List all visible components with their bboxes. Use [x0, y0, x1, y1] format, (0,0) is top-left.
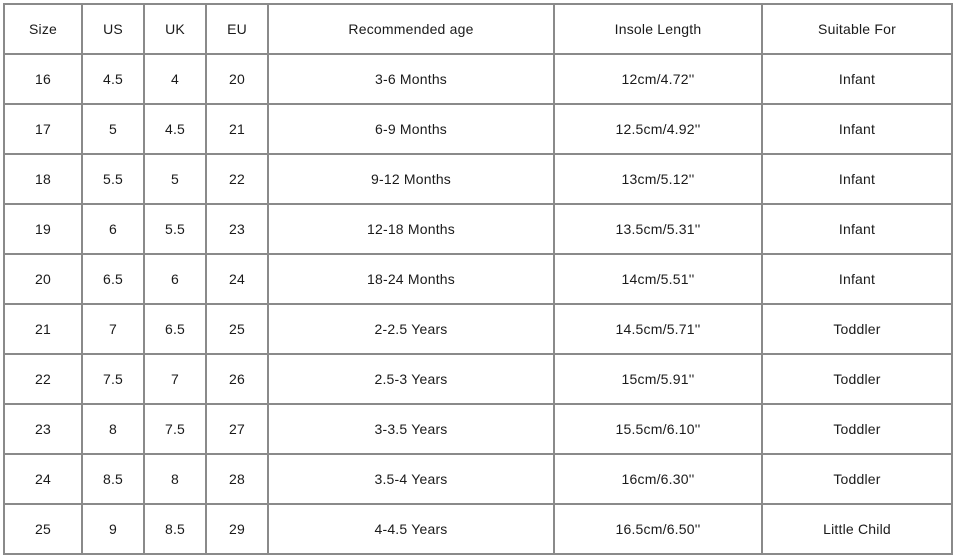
cell-eu: 24: [206, 254, 268, 304]
table-row: [4, 354, 952, 404]
cell-uk: 5.5: [144, 204, 206, 254]
cell-us: 7.5: [82, 354, 144, 404]
cell-recommended-age: 4-4.5 Years: [268, 504, 554, 554]
cell-eu: 25: [206, 304, 268, 354]
cell-us: 6.5: [82, 254, 144, 304]
cell-suitable-for: Toddler: [762, 404, 952, 454]
table-row: [4, 504, 952, 554]
cell-recommended-age: 9-12 Months: [268, 154, 554, 204]
cell-uk: 8.5: [144, 504, 206, 554]
header-eu: EU: [206, 4, 268, 54]
cell-us: 8: [82, 404, 144, 454]
cell-insole-length: 13.5cm/5.31'': [554, 204, 762, 254]
table-row: [4, 204, 952, 254]
cell-us: 4.5: [82, 54, 144, 104]
cell-eu: 23: [206, 204, 268, 254]
header-us: US: [82, 4, 144, 54]
cell-recommended-age: 3-3.5 Years: [268, 404, 554, 454]
cell-eu: 21: [206, 104, 268, 154]
cell-size: 22: [4, 354, 82, 404]
size-chart-table: [3, 3, 953, 555]
cell-suitable-for: Toddler: [762, 354, 952, 404]
cell-uk: 7: [144, 354, 206, 404]
cell-insole-length: 14cm/5.51'': [554, 254, 762, 304]
cell-suitable-for: Infant: [762, 154, 952, 204]
cell-recommended-age: 2.5-3 Years: [268, 354, 554, 404]
cell-insole-length: 12.5cm/4.92'': [554, 104, 762, 154]
cell-insole-length: 16cm/6.30'': [554, 454, 762, 504]
header-size: Size: [4, 4, 82, 54]
cell-suitable-for: Infant: [762, 54, 952, 104]
cell-insole-length: 12cm/4.72'': [554, 54, 762, 104]
cell-size: 24: [4, 454, 82, 504]
cell-eu: 27: [206, 404, 268, 454]
cell-us: 8.5: [82, 454, 144, 504]
header-row: [4, 4, 952, 54]
cell-size: 18: [4, 154, 82, 204]
cell-insole-length: 15.5cm/6.10'': [554, 404, 762, 454]
cell-suitable-for: Toddler: [762, 454, 952, 504]
cell-recommended-age: 3.5-4 Years: [268, 454, 554, 504]
cell-size: 19: [4, 204, 82, 254]
table-row: [4, 454, 952, 504]
cell-us: 5: [82, 104, 144, 154]
table-row: [4, 404, 952, 454]
cell-uk: 7.5: [144, 404, 206, 454]
header-suitable-for: Suitable For: [762, 4, 952, 54]
cell-size: 23: [4, 404, 82, 454]
cell-suitable-for: Infant: [762, 204, 952, 254]
cell-eu: 22: [206, 154, 268, 204]
cell-recommended-age: 18-24 Months: [268, 254, 554, 304]
cell-insole-length: 14.5cm/5.71'': [554, 304, 762, 354]
cell-uk: 4: [144, 54, 206, 104]
cell-suitable-for: Infant: [762, 254, 952, 304]
cell-us: 9: [82, 504, 144, 554]
cell-recommended-age: 2-2.5 Years: [268, 304, 554, 354]
table-row: [4, 254, 952, 304]
cell-suitable-for: Little Child: [762, 504, 952, 554]
cell-size: 21: [4, 304, 82, 354]
table-row: [4, 304, 952, 354]
cell-us: 6: [82, 204, 144, 254]
table-row: [4, 154, 952, 204]
cell-size: 17: [4, 104, 82, 154]
cell-uk: 5: [144, 154, 206, 204]
cell-suitable-for: Infant: [762, 104, 952, 154]
cell-uk: 4.5: [144, 104, 206, 154]
cell-eu: 26: [206, 354, 268, 404]
cell-uk: 8: [144, 454, 206, 504]
cell-recommended-age: 6-9 Months: [268, 104, 554, 154]
cell-eu: 28: [206, 454, 268, 504]
cell-us: 5.5: [82, 154, 144, 204]
cell-eu: 20: [206, 54, 268, 104]
header-uk: UK: [144, 4, 206, 54]
cell-suitable-for: Toddler: [762, 304, 952, 354]
table-row: [4, 104, 952, 154]
cell-uk: 6: [144, 254, 206, 304]
cell-insole-length: 16.5cm/6.50'': [554, 504, 762, 554]
cell-insole-length: 15cm/5.91'': [554, 354, 762, 404]
size-chart-container: [3, 3, 953, 555]
header-insole-length: Insole Length: [554, 4, 762, 54]
cell-size: 20: [4, 254, 82, 304]
cell-size: 25: [4, 504, 82, 554]
header-recommended-age: Recommended age: [268, 4, 554, 54]
cell-uk: 6.5: [144, 304, 206, 354]
cell-recommended-age: 12-18 Months: [268, 204, 554, 254]
cell-us: 7: [82, 304, 144, 354]
cell-size: 16: [4, 54, 82, 104]
cell-eu: 29: [206, 504, 268, 554]
cell-recommended-age: 3-6 Months: [268, 54, 554, 104]
table-row: [4, 54, 952, 104]
cell-insole-length: 13cm/5.12'': [554, 154, 762, 204]
